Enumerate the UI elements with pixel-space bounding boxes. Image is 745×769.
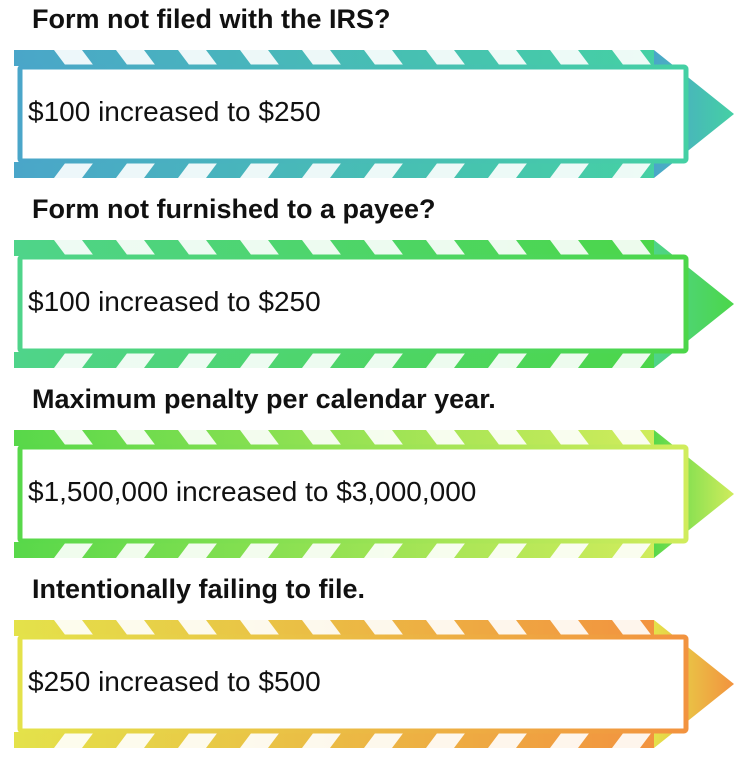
penalty-item-2 <box>0 190 745 380</box>
item-value: $100 increased to $250 <box>28 96 321 127</box>
penalty-item-4 <box>0 570 745 760</box>
item-heading: Maximum penalty per calendar year. <box>32 384 496 414</box>
item-value: $1,500,000 increased to $3,000,000 <box>28 476 477 507</box>
item-value: $250 increased to $500 <box>28 666 321 697</box>
penalty-item-1 <box>0 0 745 190</box>
item-heading: Form not filed with the IRS? <box>32 4 391 34</box>
item-heading: Intentionally failing to file. <box>32 574 366 604</box>
item-heading: Form not furnished to a payee? <box>32 194 436 224</box>
penalty-item-3 <box>0 380 745 570</box>
item-value: $100 increased to $250 <box>28 286 321 317</box>
